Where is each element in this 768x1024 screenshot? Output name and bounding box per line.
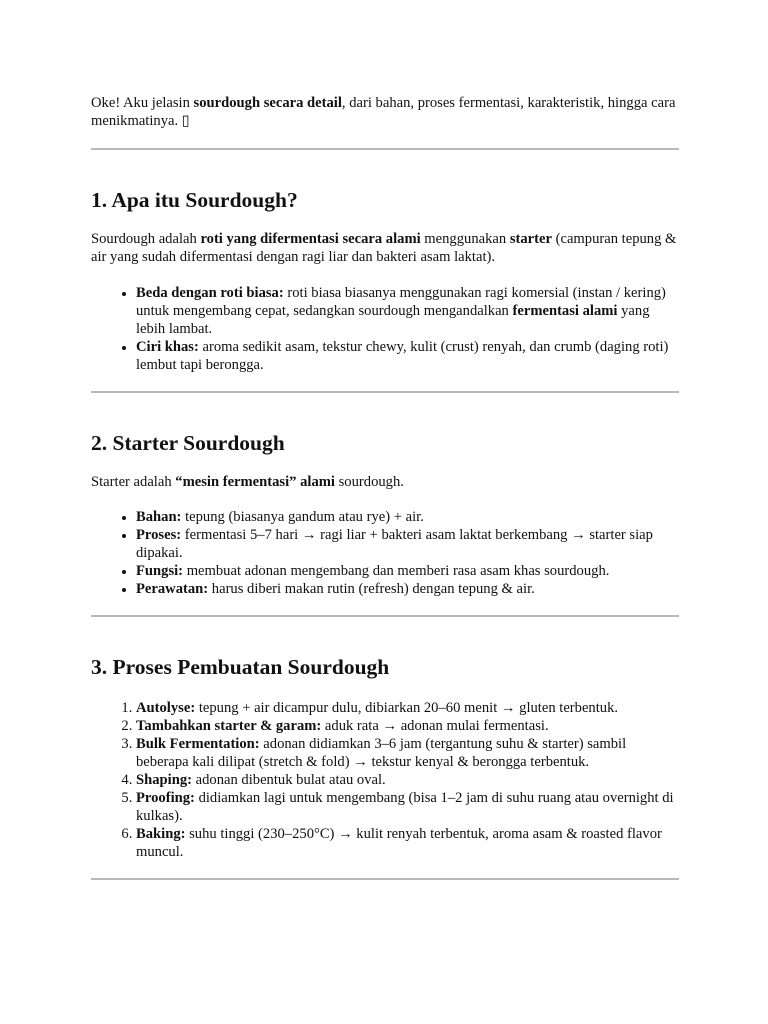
section-2-paragraph (91, 473, 679, 491)
intro-text-2: , dari bahan, proses fermentasi, karakteristik, hingga cara menikmatinya. (91, 95, 676, 129)
section-1-paragraph (91, 230, 679, 266)
section-3-title: 3. Proses Pembuatan Sourdough (91, 655, 390, 679)
list-item (136, 789, 679, 825)
divider-4 (91, 878, 679, 880)
section-1-text-3: (campuran tepung & air yang sudah difermentasi dengan ragi liar dan bakteri asam laktat). (91, 231, 677, 265)
list-item (136, 508, 679, 526)
list-item-label: Baking: (136, 826, 186, 842)
section-2-text-2: sourdough. (334, 474, 404, 490)
section-1-text-1: Sourdough adalah (91, 231, 201, 247)
section-1-title: 1. Apa itu Sourdough? (91, 188, 298, 212)
intro-bold: sourdough secara detail (193, 95, 342, 111)
list-item (136, 825, 679, 861)
list-item-text: membuat adonan mengembang dan memberi rasa asam khas sourdough. (183, 563, 610, 579)
list-item-text: harus diberi makan rutin (refresh) dengan tepung & air. (208, 581, 535, 597)
list-item-label: Tambahkan starter & garam: (136, 718, 322, 734)
intro-paragraph (91, 94, 679, 130)
section-2-list (91, 508, 679, 598)
list-item-text: aduk rata → adonan mulai fermentasi. (321, 718, 549, 734)
list-item (136, 699, 679, 717)
list-item (136, 526, 679, 562)
section-2-title: 2. Starter Sourdough (91, 431, 285, 455)
divider-2 (91, 391, 679, 393)
list-item-label: Shaping: (136, 772, 192, 788)
list-item-text: tepung (biasanya gandum atau rye) + air. (181, 509, 424, 525)
list-item-label: Perawatan: (136, 581, 209, 597)
list-item-text: yang lebih lambat. (136, 303, 650, 337)
list-item (136, 771, 679, 789)
section-1-bold-2: starter (509, 231, 552, 247)
list-item-label: Bahan: (136, 509, 182, 525)
list-item-text: tepung + air dicampur dulu, dibiarkan 20–60 menit → gluten terbentuk. (195, 700, 619, 716)
section-1-bold-1: roti yang difermentasi secara alami (200, 231, 421, 247)
list-item-label: Fungsi: (136, 563, 184, 579)
section-1-text-2: menggunakan (420, 231, 510, 247)
divider-3 (91, 615, 679, 617)
list-item-text: adonan dibentuk bulat atau oval. (191, 772, 386, 788)
emoji-placeholder-icon: ▯ (181, 113, 190, 129)
list-item-text: roti biasa biasanya menggunakan ragi komersial (instan / kering) untuk mengembang cepat, sedangkan sourdough mengandalkan (136, 285, 666, 319)
list-item-label: Ciri khas: (136, 339, 199, 355)
section-2-text-1: Starter adalah (91, 474, 176, 490)
list-item-label: Autolyse: (136, 700, 196, 716)
list-item-label: Proofing: (136, 790, 195, 806)
list-item-text: didiamkan lagi untuk mengembang (bisa 1–2 jam di suhu ruang atau overnight di kulkas). (136, 790, 674, 824)
list-item-text: suhu tinggi (230–250°C) → kulit renyah terbentuk, aroma asam & roasted flavor muncul. (136, 826, 662, 860)
list-item-label: Beda dengan roti biasa: (136, 285, 284, 301)
divider-1 (91, 148, 679, 150)
section-1-list (91, 284, 679, 374)
list-item-text: adonan didiamkan 3–6 jam (tergantung suhu & starter) sambil beberapa kali dilipat (stretch & fold) → tekstur kenyal & berongga terbentuk. (136, 736, 627, 770)
list-item (136, 562, 679, 580)
list-item-label: Proses: (136, 527, 182, 543)
section-2-bold: “mesin fermentasi” alami (175, 474, 335, 490)
section-3-list (91, 699, 679, 861)
list-item (136, 580, 679, 598)
list-item-bold: fermentasi alami (512, 303, 618, 319)
list-item (136, 717, 679, 735)
document-page (91, 94, 679, 880)
list-item-text: fermentasi 5–7 hari → ragi liar + bakteri asam laktat berkembang → starter siap dipakai. (136, 527, 653, 561)
list-item (136, 284, 679, 338)
list-item (136, 735, 679, 771)
list-item (136, 338, 679, 374)
list-item-label: Bulk Fermentation: (136, 736, 260, 752)
intro-text-1: Oke! Aku jelasin (91, 95, 194, 111)
list-item-text: aroma sedikit asam, tekstur chewy, kulit (crust) renyah, dan crumb (daging roti) lembut tapi berongga. (136, 339, 669, 373)
